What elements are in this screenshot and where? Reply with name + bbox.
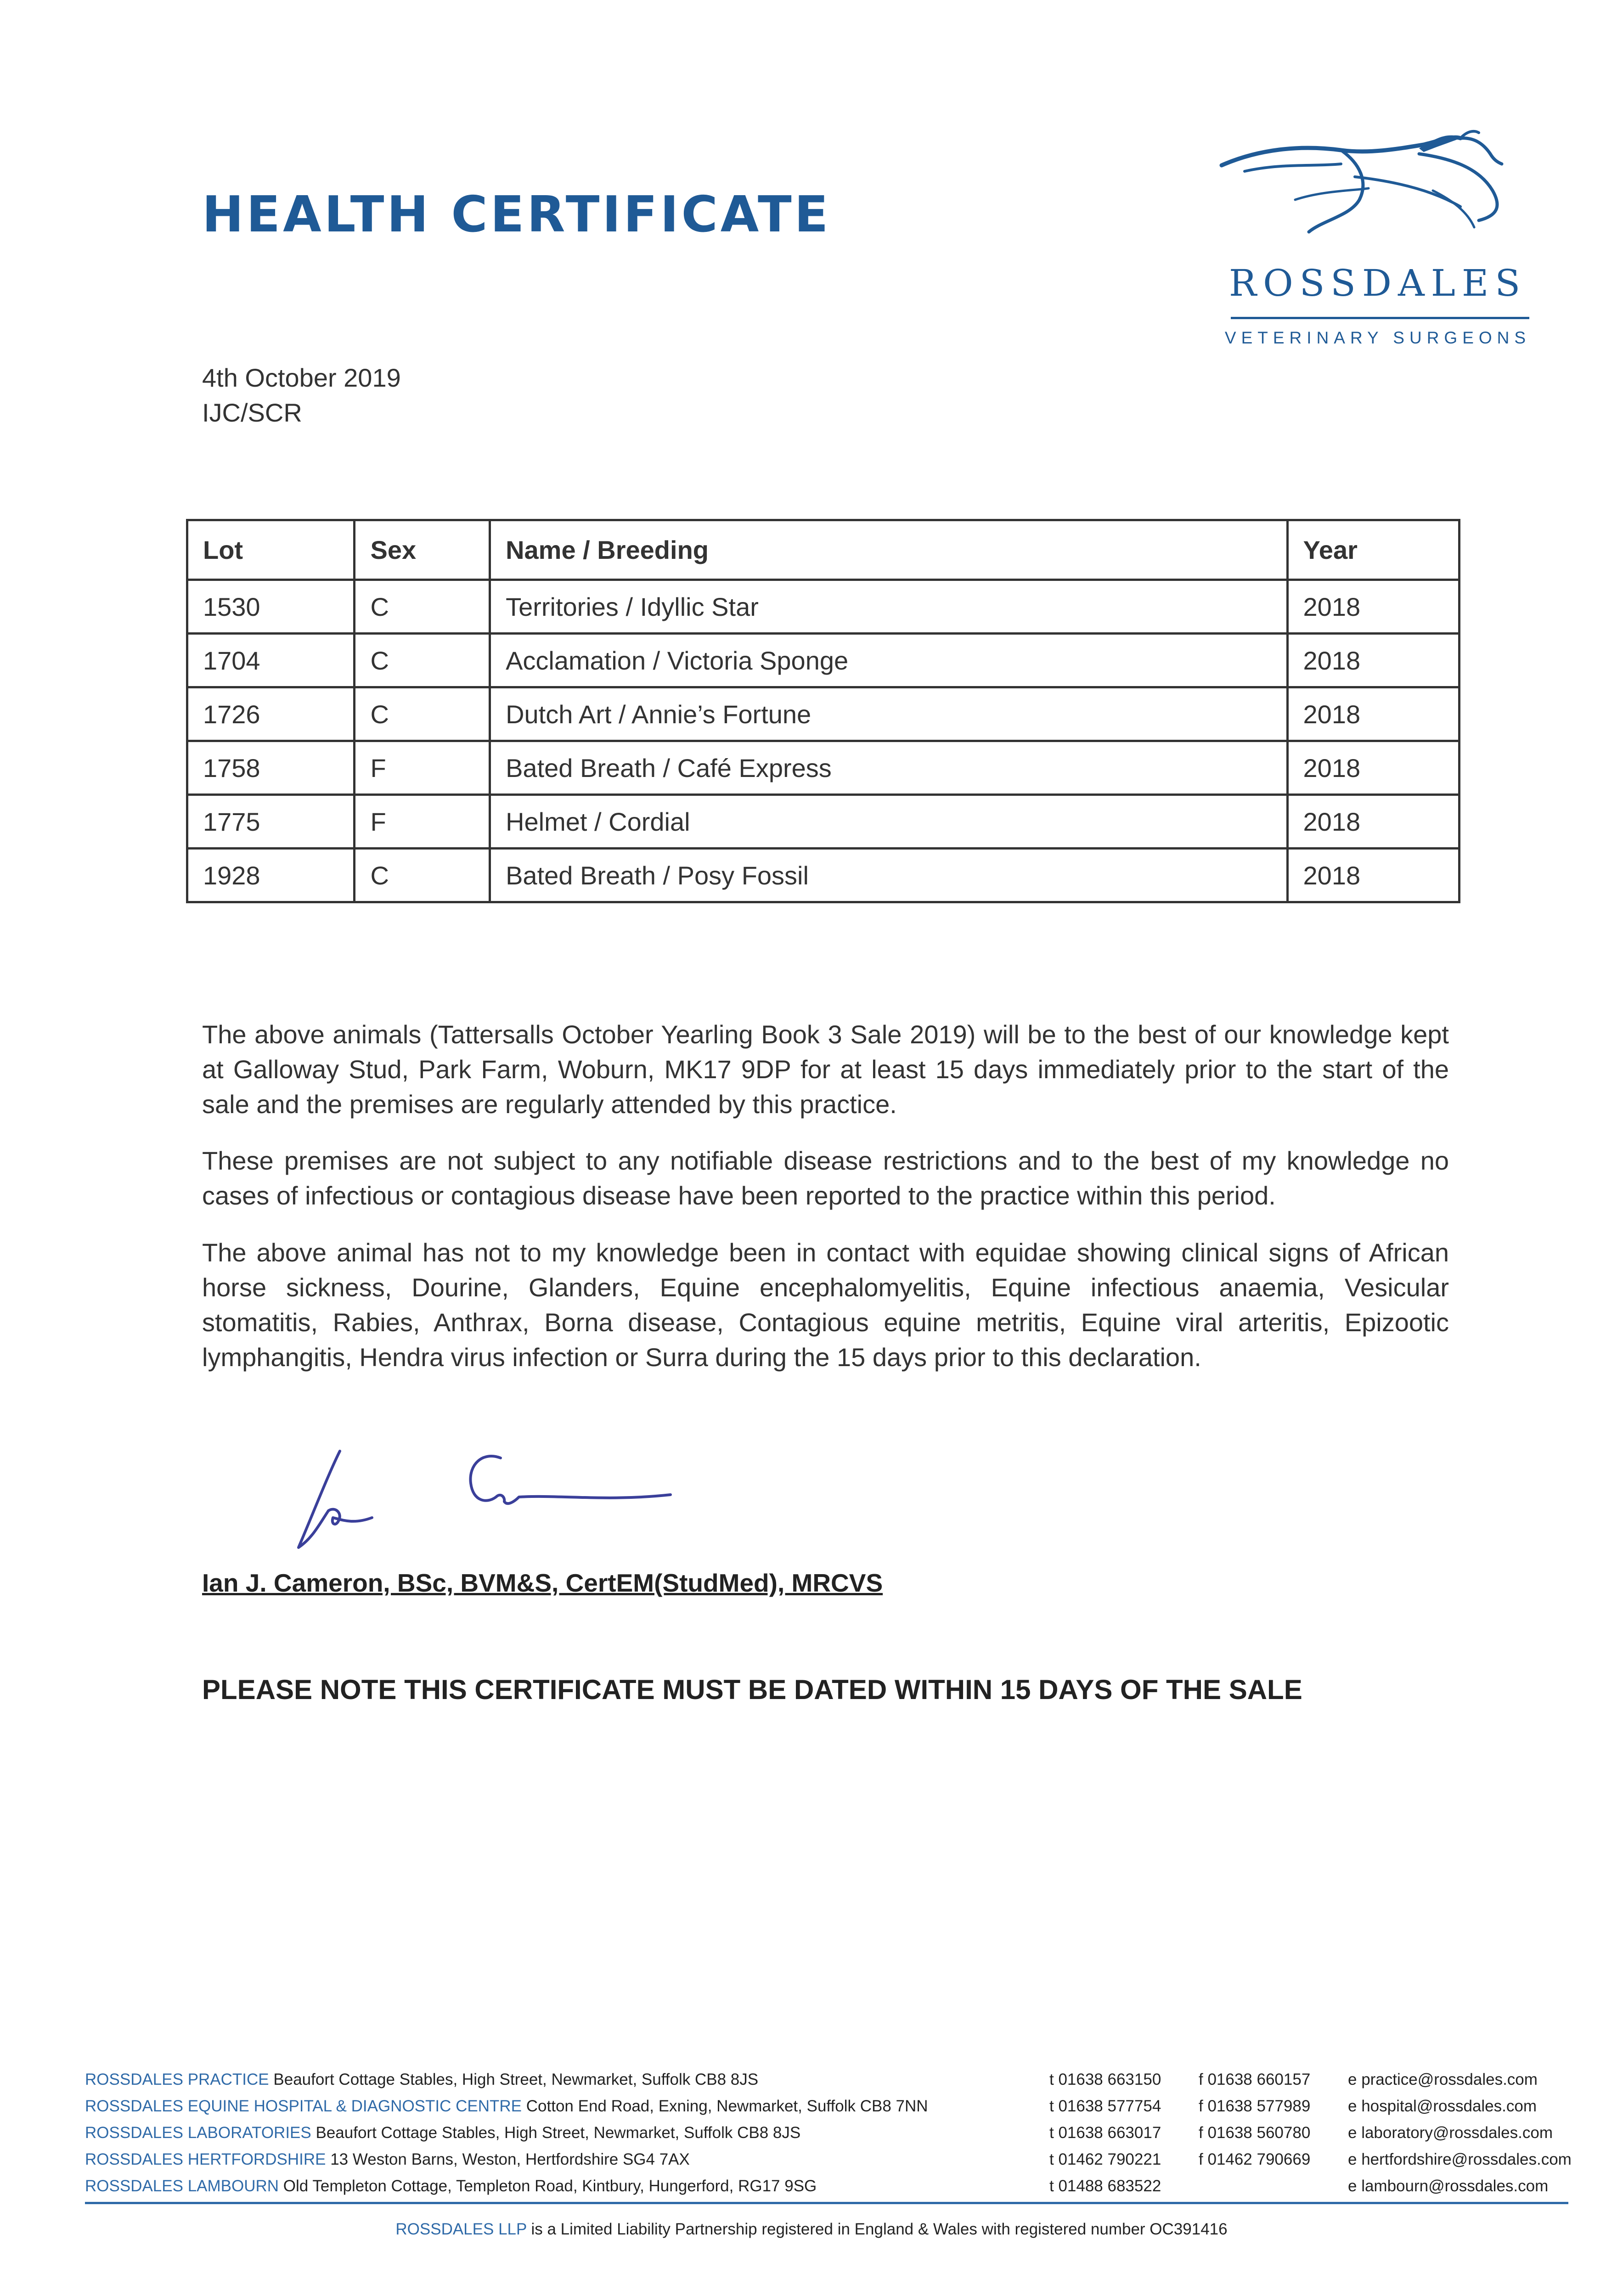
cell-year: 2018 <box>1287 634 1459 687</box>
cell-name-breeding: Acclamation / Victoria Sponge <box>490 634 1287 687</box>
cell-lot: 1530 <box>187 580 355 634</box>
cell-name-breeding: Helmet / Cordial <box>490 795 1287 849</box>
cell-year: 2018 <box>1287 741 1459 795</box>
footer-office <box>85 2093 1026 2120</box>
cell-sex: C <box>355 580 490 634</box>
table-header-row <box>187 520 1460 580</box>
office-name: ROSSDALES PRACTICE <box>85 2071 269 2088</box>
table-row <box>187 795 1460 849</box>
office-telephone: t 01488 683522 <box>1049 2177 1161 2195</box>
office-email: e hertfordshire@rossdales.com <box>1348 2150 1572 2168</box>
certificate-reference: IJC/SCR <box>202 398 302 427</box>
table-row <box>187 634 1460 687</box>
office-email: e hospital@rossdales.com <box>1348 2097 1537 2115</box>
handwritten-signature <box>285 1433 707 1566</box>
office-name: ROSSDALES LABORATORIES <box>85 2124 311 2142</box>
cell-sex: F <box>355 795 490 849</box>
office-name: ROSSDALES EQUINE HOSPITAL & DIAGNOSTIC CENTRE <box>85 2097 522 2115</box>
office-email: e practice@rossdales.com <box>1348 2071 1538 2088</box>
office-fax: f 01638 577989 <box>1199 2097 1311 2115</box>
paragraph-disease-declaration: The above animal has not to my knowledge been in contact with equidae showing clinical signs of African horse sickness, Dourine, Glanders, Equine encephalomyelitis, Equine infectious anaemia, Vesicular stomatitis, Rabies, Anthrax, Borna disease, Contagious equine metritis, Equine viral arteritis, Epizootic lymphangitis, Hendra virus infection or Surra during the 15 days prior to this declaration. <box>202 1238 1449 1372</box>
office-name: ROSSDALES HERTFORDSHIRE <box>85 2150 326 2168</box>
cell-name-breeding: Bated Breath / Café Express <box>490 741 1287 795</box>
certificate-date: 4th October 2019 <box>202 363 401 392</box>
cell-name-breeding: Territories / Idyllic Star <box>490 580 1287 634</box>
llp-registration <box>0 2220 1623 2239</box>
brand-divider <box>1231 317 1529 319</box>
cell-name-breeding: Bated Breath / Posy Fossil <box>490 849 1287 902</box>
llp-name: ROSSDALES LLP <box>395 2220 527 2238</box>
office-address: Beaufort Cottage Stables, High Street, Newmarket, Suffolk CB8 8JS <box>273 2071 759 2088</box>
cell-lot: 1726 <box>187 687 355 741</box>
office-telephone: t 01638 663150 <box>1049 2071 1161 2088</box>
footer-emails <box>1348 2066 1587 2200</box>
office-address: Old Templeton Cottage, Templeton Road, Kintbury, Hungerford, RG17 9SG <box>283 2177 817 2195</box>
office-fax <box>1199 2173 1350 2200</box>
page-title: HEALTH CERTIFICATE <box>202 186 831 243</box>
header-lot: Lot <box>187 520 355 580</box>
cell-sex: C <box>355 634 490 687</box>
footer-office <box>85 2146 1026 2173</box>
cell-name-breeding: Dutch Art / Annie’s Fortune <box>490 687 1287 741</box>
footer-office <box>85 2173 1026 2200</box>
office-address: Beaufort Cottage Stables, High Street, Newmarket, Suffolk CB8 8JS <box>316 2124 801 2142</box>
office-telephone: t 01462 790221 <box>1049 2150 1161 2168</box>
header-sex: Sex <box>355 520 490 580</box>
cell-year: 2018 <box>1287 580 1459 634</box>
cell-year: 2018 <box>1287 687 1459 741</box>
office-email: e lambourn@rossdales.com <box>1348 2177 1549 2195</box>
table-row <box>187 580 1460 634</box>
cell-year: 2018 <box>1287 795 1459 849</box>
cell-lot: 1775 <box>187 795 355 849</box>
footer-office <box>85 2120 1026 2146</box>
cell-lot: 1704 <box>187 634 355 687</box>
signatory-name: Ian J. Cameron, BSc, BVM&S, CertEM(StudMed), MRCVS <box>202 1569 883 1597</box>
office-fax: f 01462 790669 <box>1199 2150 1311 2168</box>
footer-faxes <box>1199 2066 1350 2200</box>
table-row <box>187 849 1460 902</box>
footer-office <box>85 2066 1026 2093</box>
dating-notice: PLEASE NOTE THIS CERTIFICATE MUST BE DATED WITHIN 15 DAYS OF THE SALE <box>202 1674 1302 1705</box>
office-address: Cotton End Road, Exning, Newmarket, Suffolk CB8 7NN <box>526 2097 928 2115</box>
office-telephone: t 01638 663017 <box>1049 2124 1161 2142</box>
header-year: Year <box>1287 520 1459 580</box>
footer-offices <box>85 2066 1026 2200</box>
office-fax: f 01638 660157 <box>1199 2071 1311 2088</box>
cell-year: 2018 <box>1287 849 1459 902</box>
paragraph-no-restrictions: These premises are not subject to any notifiable disease restrictions and to the best of my knowledge no cases of infectious or contagious disease have been reported to the practice within this period. <box>202 1146 1449 1210</box>
llp-text: is a Limited Liability Partnership registered in England & Wales with registered number OC391416 <box>531 2220 1228 2238</box>
office-name: ROSSDALES LAMBOURN <box>85 2177 279 2195</box>
footer-telephones <box>1049 2066 1196 2200</box>
lots-table <box>186 519 1460 903</box>
cell-sex: C <box>355 687 490 741</box>
table-row <box>187 687 1460 741</box>
brand-name: ROSSDALES <box>1229 262 1527 304</box>
office-address: 13 Weston Barns, Weston, Hertfordshire SG4 7AX <box>330 2150 690 2168</box>
office-telephone: t 01638 577754 <box>1049 2097 1161 2115</box>
office-fax: f 01638 560780 <box>1199 2124 1311 2142</box>
office-email: e laboratory@rossdales.com <box>1348 2124 1553 2142</box>
cell-lot: 1758 <box>187 741 355 795</box>
cell-sex: F <box>355 741 490 795</box>
brand-subtitle: VETERINARY SURGEONS <box>1224 328 1531 347</box>
header-name-breeding: Name / Breeding <box>490 520 1287 580</box>
cell-sex: C <box>355 849 490 902</box>
table-row <box>187 741 1460 795</box>
paragraph-sale-location: The above animals (Tattersalls October Yearling Book 3 Sale 2019) will be to the best of our knowledge kept at Galloway Stud, Park Farm, Woburn, MK17 9DP for at least 15 days immediately prior to the start of the sale and the premises are regularly attended by this practice. <box>202 1020 1449 1119</box>
footer-divider <box>85 2202 1568 2204</box>
cell-lot: 1928 <box>187 849 355 902</box>
